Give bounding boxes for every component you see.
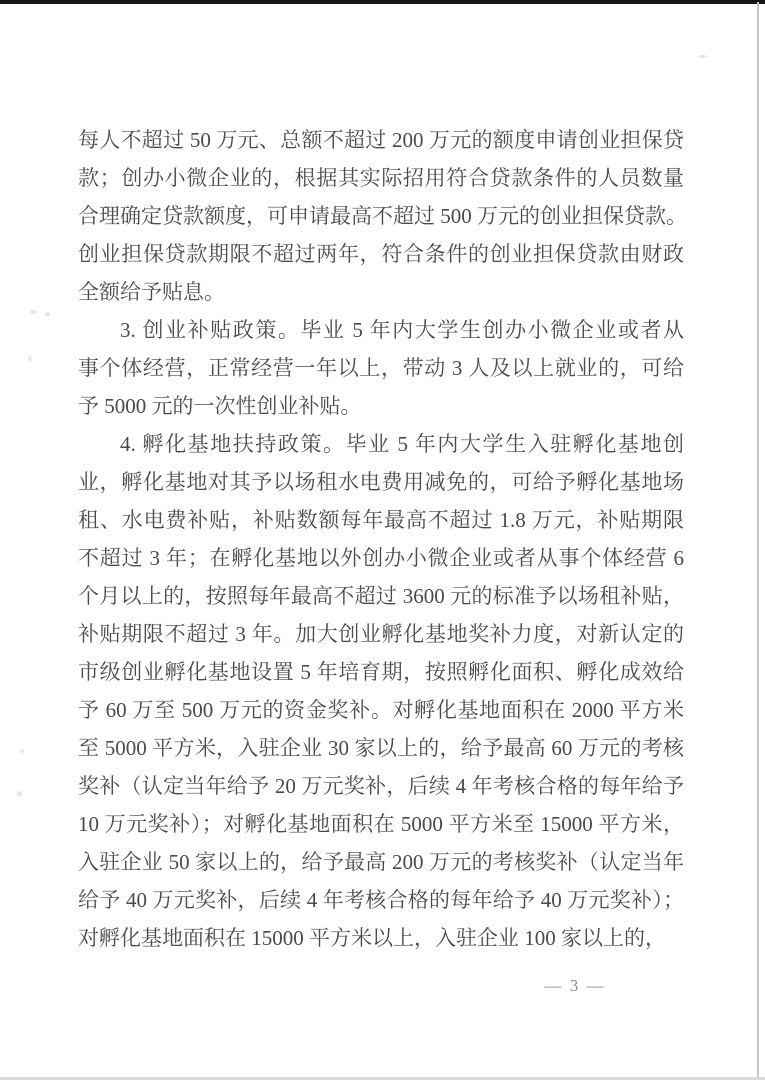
text-line: 创业担保贷款期限不超过两年，符合条件的创业担保贷款由财政 [78,242,684,266]
text-line: 予 60 万至 500 万元的资金奖补。对孵化基地面积在 2000 平方米 [78,698,684,722]
scan-artifact [30,310,36,314]
text-line: 不超过 3 年；在孵化基地以外创办小微企业或者从事个体经营 6 [78,546,684,570]
text-line: 事个体经营，正常经营一年以上，带动 3 人及以上就业的，可给 [78,356,684,380]
text-line: 款；创办小微企业的，根据其实际招用符合贷款条件的人员数量 [78,166,684,190]
text-line: 合理确定贷款额度，可申请最高不超过 500 万元的创业担保贷款。 [78,204,687,228]
text-line: 补贴期限不超过 3 年。加大创业孵化基地奖补力度，对新认定的 [78,622,684,646]
text-line: 租、水电费补贴，补贴数额每年最高不超过 1.8 万元，补贴期限 [78,508,684,532]
text-line: 全额给予贴息。 [78,280,225,304]
text-line: 3. 创业补贴政策。毕业 5 年内大学生创办小微企业或者从 [120,318,684,342]
scan-artifact [45,312,50,317]
scan-edge-top [0,0,765,4]
page-number: — 3 — [544,976,606,995]
text-line: 奖补（认定当年给予 20 万元奖补，后续 4 年考核合格的每年给予 [78,774,684,798]
scan-artifact [28,356,32,362]
scan-edge-right [757,2,759,1080]
scan-artifact [698,55,707,58]
text-line: 每人不超过 50 万元、总额不超过 200 万元的额度申请创业担保贷 [78,128,684,152]
scan-artifact [17,791,22,797]
text-line: 市级创业孵化基地设置 5 年培育期，按照孵化面积、孵化成效给 [78,660,684,684]
text-line: 予 5000 元的一次性创业补贴。 [78,394,362,418]
text-line: 给予 40 万元奖补，后续 4 年考核合格的每年给予 40 万元奖补）； [78,888,684,912]
text-line: 对孵化基地面积在 15000 平方米以上，入驻企业 100 家以上的， [78,926,666,950]
text-line: 业，孵化基地对其予以场租水电费用减免的，可给予孵化基地场 [78,470,684,494]
text-line: 10 万元奖补）；对孵化基地面积在 5000 平方米至 15000 平方米， [78,812,684,836]
document-body [78,121,687,957]
text-line: 入驻企业 50 家以上的，给予最高 200 万元的考核奖补（认定当年 [78,850,684,874]
text-line: 个月以上的，按照每年最高不超过 3600 元的标准予以场租补贴， [78,584,684,608]
scan-artifact [20,749,24,753]
text-line: 至 5000 平方米，入驻企业 30 家以上的，给予最高 60 万元的考核 [78,736,684,760]
text-line: 4. 孵化基地扶持政策。毕业 5 年内大学生入驻孵化基地创 [120,432,684,456]
